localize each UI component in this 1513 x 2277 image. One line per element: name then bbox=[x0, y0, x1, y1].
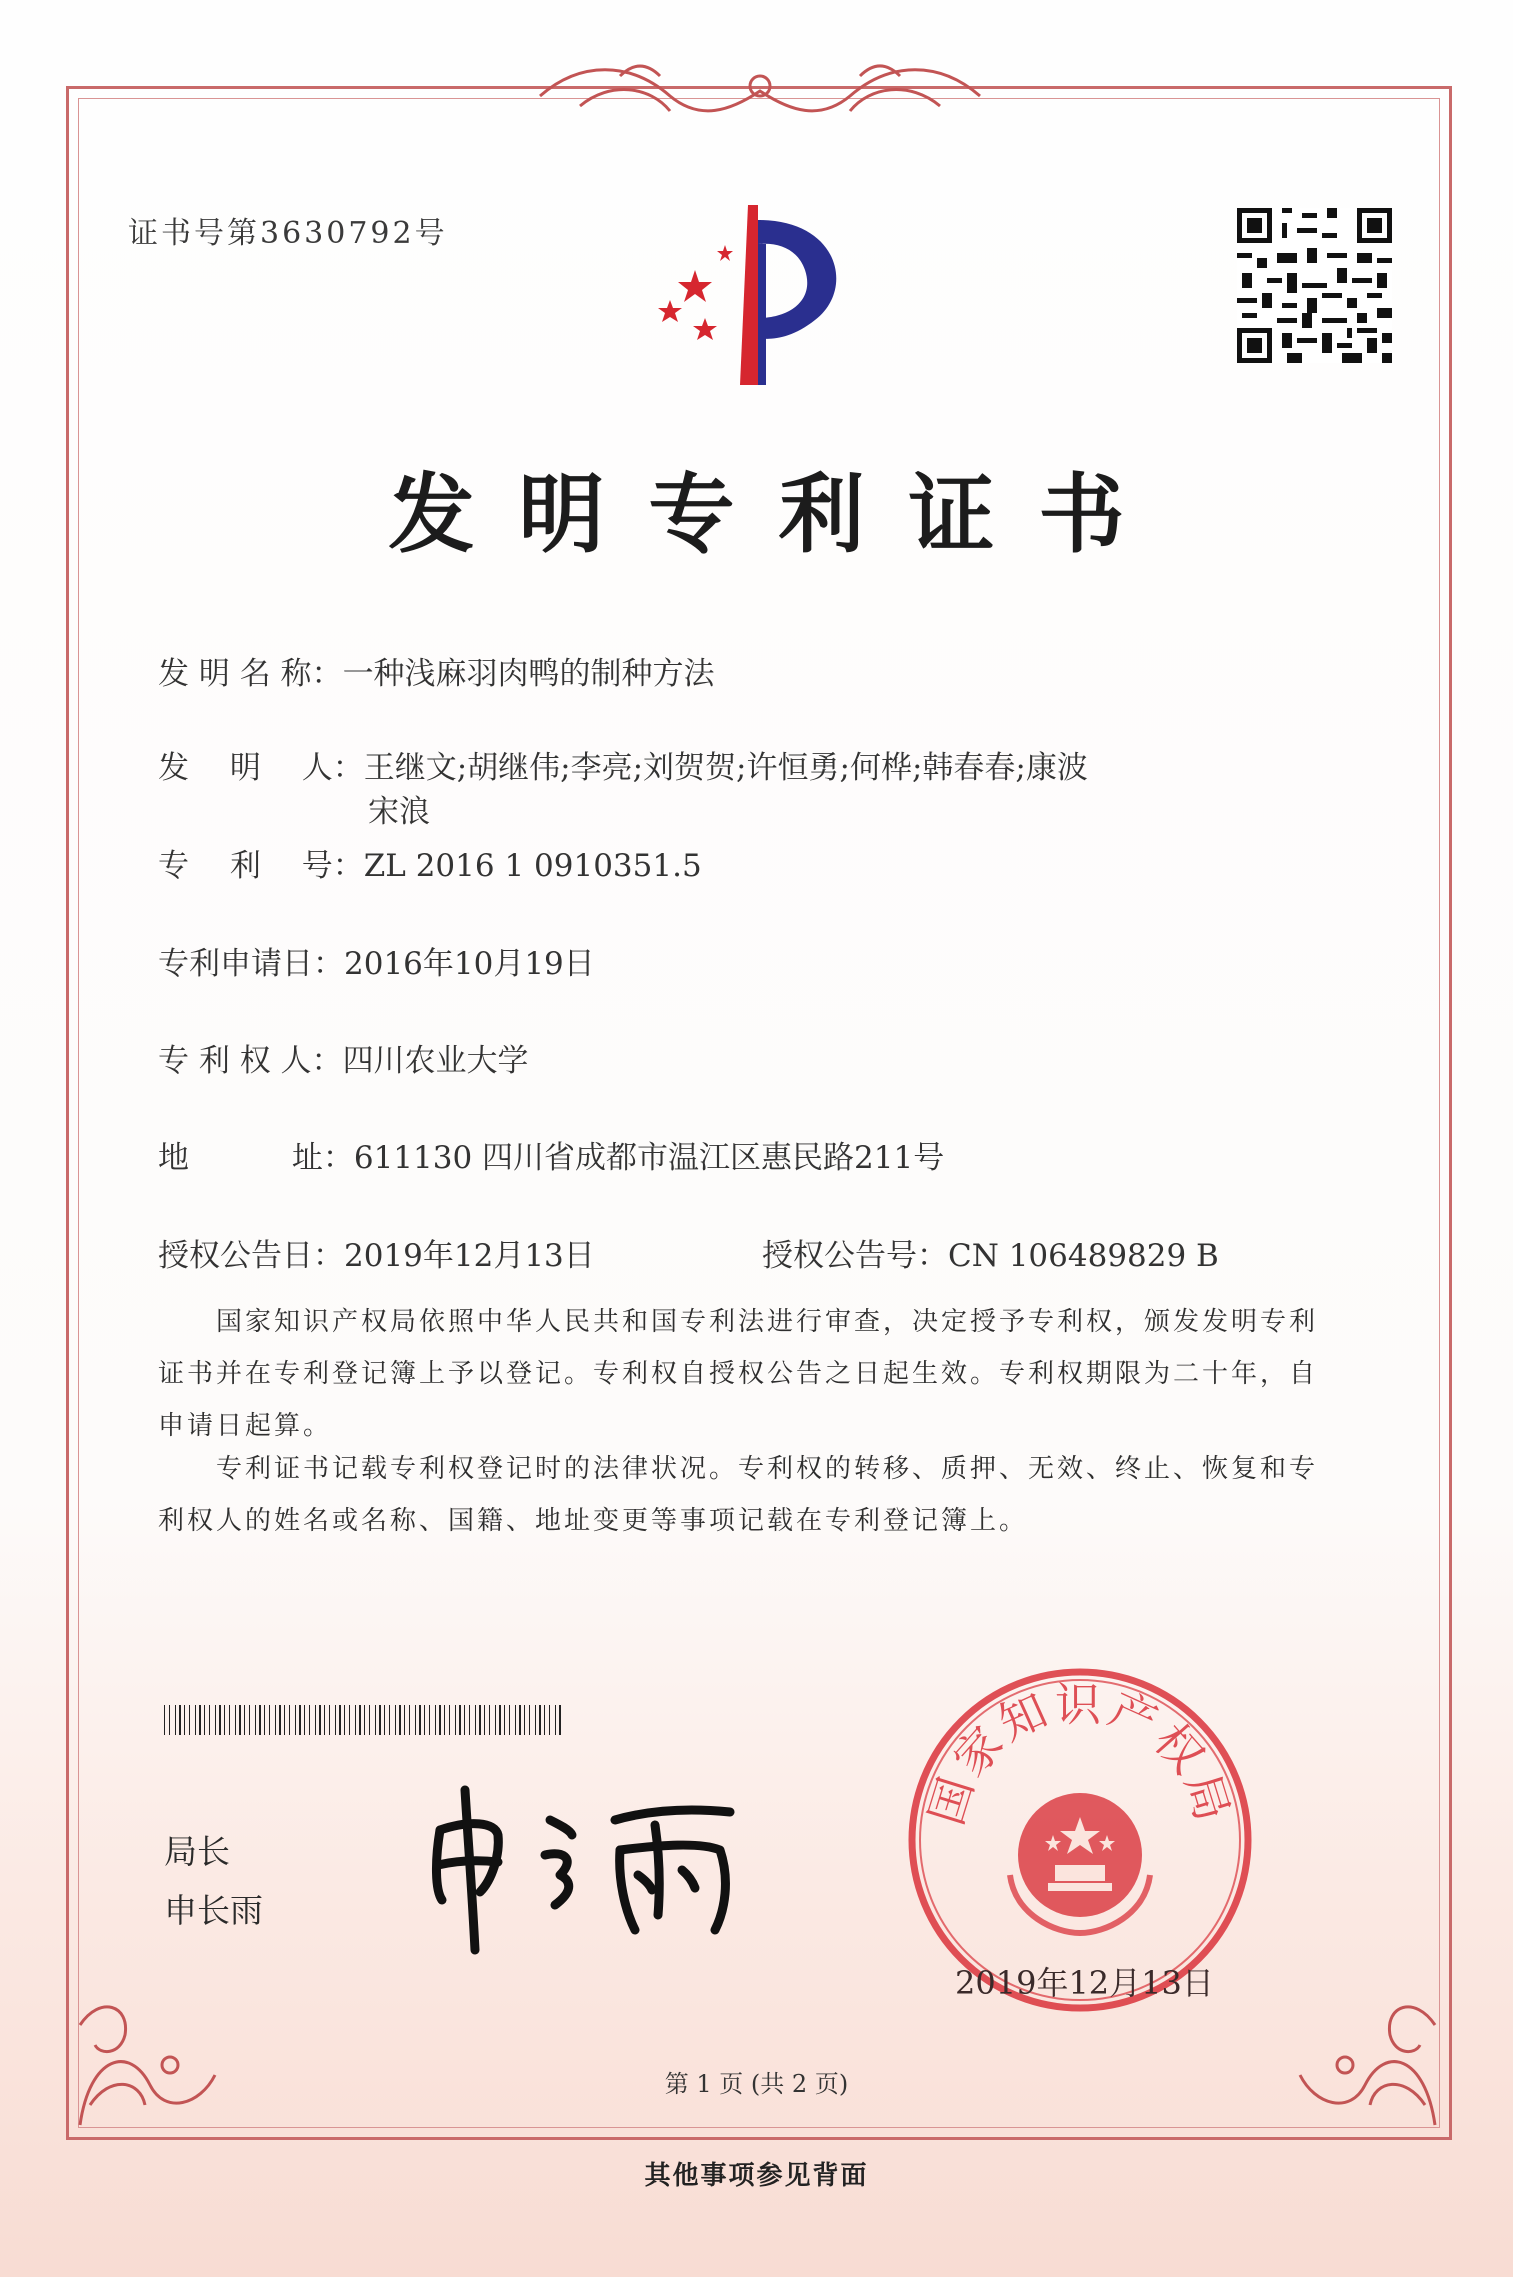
field-address bbox=[158, 1132, 944, 1177]
top-ornament bbox=[520, 56, 1000, 136]
bottom-left-ornament bbox=[70, 1905, 230, 2135]
field-value: 2019年12月13日 bbox=[344, 1238, 595, 1274]
field-application-date bbox=[158, 938, 595, 983]
certificate-title: 发明专利证书 bbox=[388, 465, 1169, 565]
paragraph-line: 申请日起算。 bbox=[158, 1411, 333, 1441]
field-inventors bbox=[158, 742, 1088, 787]
field-value: 2016年10月19日 bbox=[344, 946, 595, 982]
bottom-right-ornament bbox=[1285, 1905, 1445, 2135]
field-label: 专利申请日： bbox=[158, 946, 344, 982]
seal-text: 国家知识产权局 bbox=[918, 1677, 1242, 1831]
paragraph-line: 利权人的姓名或名称、国籍、地址变更等事项记载在专利登记簿上。 bbox=[158, 1506, 1029, 1536]
field-patentee bbox=[158, 1035, 529, 1080]
field-label: 地 址： bbox=[158, 1140, 354, 1176]
field-value: 一种浅麻羽肉鸭的制种方法 bbox=[342, 656, 715, 692]
qr-code bbox=[1237, 208, 1392, 363]
field-value: 四川农业大学 bbox=[342, 1043, 529, 1079]
field-value: 611130 四川省成都市温江区惠民路211号 bbox=[353, 1140, 945, 1176]
field-label: 发 明 人： bbox=[158, 750, 364, 786]
legal-paragraph-1 bbox=[158, 1296, 1373, 1452]
patent-office-logo bbox=[640, 200, 880, 390]
director-name: 申长雨 bbox=[164, 1891, 263, 1930]
director-title: 局长 bbox=[164, 1832, 230, 1871]
field-label: 发 明 名 称： bbox=[158, 656, 343, 692]
field-label: 专 利 号： bbox=[158, 848, 364, 884]
page-number: 第 1 页 (共 2 页) bbox=[664, 2070, 849, 2098]
field-patent-number bbox=[158, 840, 702, 885]
field-value: 王继文;胡继伟;李亮;刘贺贺;许恒勇;何桦;韩春春;康波 bbox=[363, 750, 1088, 786]
footer-note: 其他事项参见背面 bbox=[644, 2161, 869, 2191]
paragraph-line: 证书并在专利登记簿上予以登记。专利权自授权公告之日起生效。专利权期限为二十年，自 bbox=[158, 1359, 1319, 1389]
certificate-number: 证书号第3630792号 bbox=[128, 216, 448, 251]
field-value: ZL 2016 1 0910351.5 bbox=[363, 848, 702, 884]
field-invention-name bbox=[158, 648, 715, 693]
field-grant-date bbox=[158, 1230, 595, 1275]
field-grant-number bbox=[762, 1230, 1219, 1275]
field-label: 授权公告日： bbox=[158, 1238, 344, 1274]
paragraph-line: 国家知识产权局依照中华人民共和国专利法进行审查，决定授予专利权，颁发发明专利 bbox=[158, 1307, 1319, 1337]
barcode bbox=[164, 1705, 566, 1735]
field-label: 专 利 权 人： bbox=[158, 1043, 343, 1079]
seal-date: 2019年12月13日 bbox=[955, 1964, 1214, 2002]
legal-paragraph-2 bbox=[158, 1443, 1373, 1547]
handwritten-signature bbox=[420, 1780, 770, 1960]
field-inventors-line2: 宋浪 bbox=[368, 794, 430, 830]
paragraph-line: 专利证书记载专利权登记时的法律状况。专利权的转移、质押、无效、终止、恢复和专 bbox=[158, 1454, 1319, 1484]
field-value: CN 106489829 B bbox=[948, 1238, 1219, 1274]
field-label: 授权公告号： bbox=[762, 1238, 948, 1274]
